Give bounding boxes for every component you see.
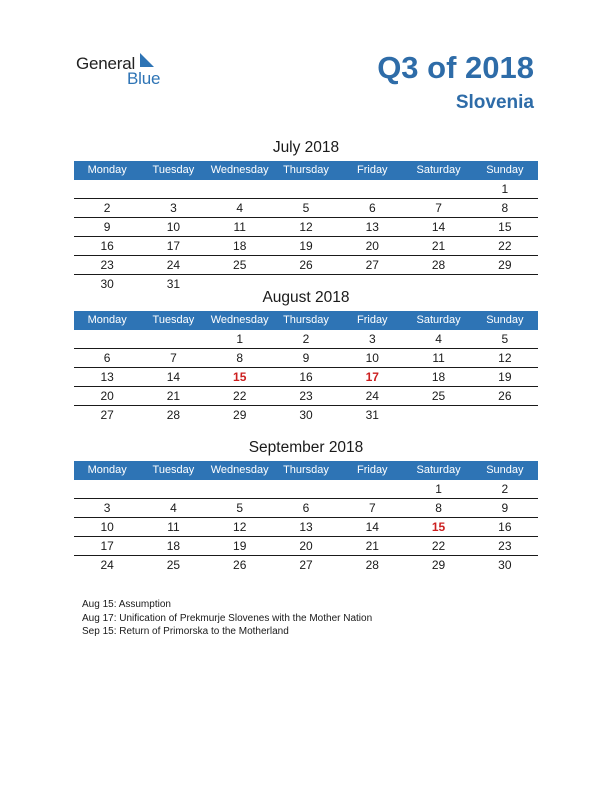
day-cell: [339, 180, 405, 198]
day-cell: 22: [431, 539, 446, 553]
weekday-label: Sunday: [486, 464, 524, 476]
day-cell: 20: [100, 389, 114, 403]
day-cell: 7: [368, 501, 376, 515]
week-row: [74, 349, 538, 368]
day-cell: 27: [299, 558, 313, 572]
holiday-note: Aug 15: Assumption: [82, 599, 171, 610]
day-cell: 25: [431, 389, 446, 403]
holiday-notes: [82, 598, 372, 639]
day-cell: 5: [501, 332, 509, 346]
day-cell: 20: [299, 539, 313, 553]
day-cell: 28: [365, 558, 379, 572]
weekday-label: Monday: [87, 314, 127, 326]
day-cell: 2: [103, 201, 111, 215]
day-cell: 11: [167, 520, 180, 534]
month-title: September 2018: [248, 439, 364, 456]
day-cell: 8: [435, 501, 442, 515]
weekday-label: Monday: [87, 464, 127, 476]
day-cell: 14: [431, 220, 446, 234]
day-cell: 23: [299, 389, 313, 403]
week-row: [74, 499, 538, 518]
day-cell: 19: [299, 239, 313, 253]
day-cell: 11: [432, 351, 445, 365]
holiday-note: Aug 17: Unification of Prekmurje Slovenes with the Mother Nation: [82, 612, 373, 624]
day-cell: 30: [299, 408, 313, 422]
day-cell: 24: [166, 258, 181, 272]
weekday-label: Monday: [87, 164, 127, 176]
day-cell: 6: [103, 351, 111, 365]
weekday-label: Sunday: [486, 314, 524, 326]
day-cell: 14: [166, 370, 181, 384]
day-cell: 24: [365, 389, 379, 403]
day-cell: 29: [498, 258, 512, 272]
day-cell: 31: [365, 408, 379, 422]
weekday-label: Thursday: [283, 314, 329, 326]
day-cell: 7: [170, 351, 177, 365]
day-cell: [140, 330, 206, 348]
day-cell: 7: [435, 201, 442, 215]
holiday-note: Sep 15: Return of Primorska to the Motherland: [82, 626, 289, 637]
weekday-label: Saturday: [416, 314, 461, 326]
day-cell: 24: [100, 558, 114, 572]
day-cell: 22: [233, 389, 247, 403]
day-cell: [405, 406, 471, 424]
day-cell: 21: [365, 539, 379, 553]
logo-general-text: General: [76, 54, 136, 73]
day-cell: 25: [233, 258, 247, 272]
day-cell: 23: [100, 258, 114, 272]
week-row: [74, 480, 538, 499]
day-cell: [207, 180, 273, 198]
month-calendar: [74, 287, 538, 424]
day-cell: 11: [233, 220, 246, 234]
weekday-label: Saturday: [416, 164, 461, 176]
week-row: [74, 387, 538, 406]
day-cell: 13: [100, 370, 114, 384]
day-cell: 28: [166, 408, 181, 422]
day-cell: 29: [431, 558, 446, 572]
month-calendar: [74, 137, 538, 293]
day-cell: 21: [166, 389, 181, 403]
day-cell: 5: [302, 201, 310, 215]
weekday-label: Wednesday: [210, 164, 269, 176]
weekday-label: Tuesday: [152, 164, 195, 176]
day-cell: 1: [435, 482, 442, 496]
weekday-label: Tuesday: [152, 314, 195, 326]
day-cell: 28: [431, 258, 446, 272]
day-cell: 27: [100, 408, 114, 422]
week-row: [74, 537, 538, 556]
day-cell: 13: [365, 220, 379, 234]
month-title: August 2018: [262, 289, 350, 306]
day-cell: 23: [498, 539, 512, 553]
week-row: [74, 199, 538, 218]
month-calendar: [74, 437, 538, 574]
day-cell: 13: [299, 520, 313, 534]
day-cell: 18: [233, 239, 247, 253]
weekday-header: [74, 461, 538, 480]
quarter-title: Q3 of 2018: [377, 50, 534, 85]
logo-blue-text: Blue: [127, 69, 161, 88]
week-row: [74, 368, 538, 387]
week-row: [74, 406, 538, 424]
week-row: [74, 330, 538, 349]
day-cell: [472, 406, 538, 424]
day-cell: 8: [501, 201, 509, 215]
weekday-header: [74, 311, 538, 330]
day-cell: 5: [236, 501, 244, 515]
day-cell: 26: [299, 258, 313, 272]
day-cell: 12: [233, 520, 247, 534]
week-row: [74, 237, 538, 256]
day-cell: 16: [100, 239, 114, 253]
day-cell: 31: [166, 277, 181, 291]
weekday-label: Saturday: [416, 464, 461, 476]
day-cell: 10: [365, 351, 379, 365]
day-cell: [140, 480, 206, 498]
day-cell: 14: [365, 520, 379, 534]
day-cell: 10: [166, 220, 181, 234]
day-cell: [74, 330, 140, 348]
day-cell: 12: [299, 220, 313, 234]
month-title: July 2018: [272, 139, 340, 156]
day-cell: 16: [498, 520, 512, 534]
logo-triangle-icon: [140, 53, 154, 67]
day-cell: 17: [100, 539, 114, 553]
weekday-label: Wednesday: [210, 314, 269, 326]
day-cell: 4: [170, 501, 177, 515]
day-cell: 30: [100, 277, 114, 291]
day-cell: [273, 180, 339, 198]
day-cell: 3: [103, 501, 111, 515]
day-cell: 18: [431, 370, 446, 384]
day-cell: 27: [365, 258, 379, 272]
day-cell: 12: [498, 351, 512, 365]
day-cell: 6: [302, 501, 310, 515]
day-cell: 21: [431, 239, 446, 253]
weekday-label: Thursday: [283, 164, 329, 176]
week-row: [74, 518, 538, 537]
day-cell: [74, 480, 140, 498]
day-cell: 9: [302, 351, 310, 365]
day-cell: [74, 180, 140, 198]
weekday-label: Thursday: [283, 464, 329, 476]
day-cell: 26: [498, 389, 512, 403]
holiday-day-cell: 15: [233, 370, 247, 384]
day-cell: 10: [100, 520, 114, 534]
day-cell: 3: [368, 332, 376, 346]
weekday-label: Friday: [357, 314, 388, 326]
day-cell: 18: [166, 539, 181, 553]
day-cell: 6: [368, 201, 376, 215]
weekday-label: Friday: [357, 164, 388, 176]
week-row: [74, 218, 538, 237]
day-cell: 25: [166, 558, 181, 572]
day-cell: 19: [498, 370, 512, 384]
weekday-label: Friday: [357, 464, 388, 476]
day-cell: 2: [302, 332, 310, 346]
weekday-label: Tuesday: [152, 464, 195, 476]
day-cell: 20: [365, 239, 379, 253]
day-cell: [207, 480, 273, 498]
day-cell: 19: [233, 539, 247, 553]
day-cell: 3: [170, 201, 177, 215]
weekday-header: [74, 161, 538, 180]
day-cell: [273, 480, 339, 498]
day-cell: 30: [498, 558, 512, 572]
day-cell: 22: [498, 239, 512, 253]
weekday-label: Wednesday: [210, 464, 269, 476]
day-cell: [140, 180, 206, 198]
day-cell: 8: [236, 351, 244, 365]
holiday-day-cell: 15: [431, 520, 446, 534]
day-cell: [405, 180, 471, 198]
weekday-label: Sunday: [486, 164, 524, 176]
holiday-day-cell: 17: [365, 370, 379, 384]
week-row: [74, 556, 538, 574]
week-row: [74, 180, 538, 199]
brand-logo: [76, 52, 176, 88]
day-cell: 15: [498, 220, 512, 234]
day-cell: 29: [233, 408, 247, 422]
week-row: [74, 256, 538, 275]
country-name: Slovenia: [455, 92, 534, 113]
day-cell: 9: [103, 220, 111, 234]
day-cell: 1: [236, 332, 244, 346]
day-cell: 2: [501, 482, 509, 496]
day-cell: 1: [501, 182, 509, 196]
day-cell: 26: [233, 558, 247, 572]
day-cell: 4: [236, 201, 244, 215]
day-cell: 9: [501, 501, 509, 515]
day-cell: 16: [299, 370, 313, 384]
day-cell: 4: [435, 332, 442, 346]
day-cell: [339, 480, 405, 498]
day-cell: 17: [166, 239, 181, 253]
